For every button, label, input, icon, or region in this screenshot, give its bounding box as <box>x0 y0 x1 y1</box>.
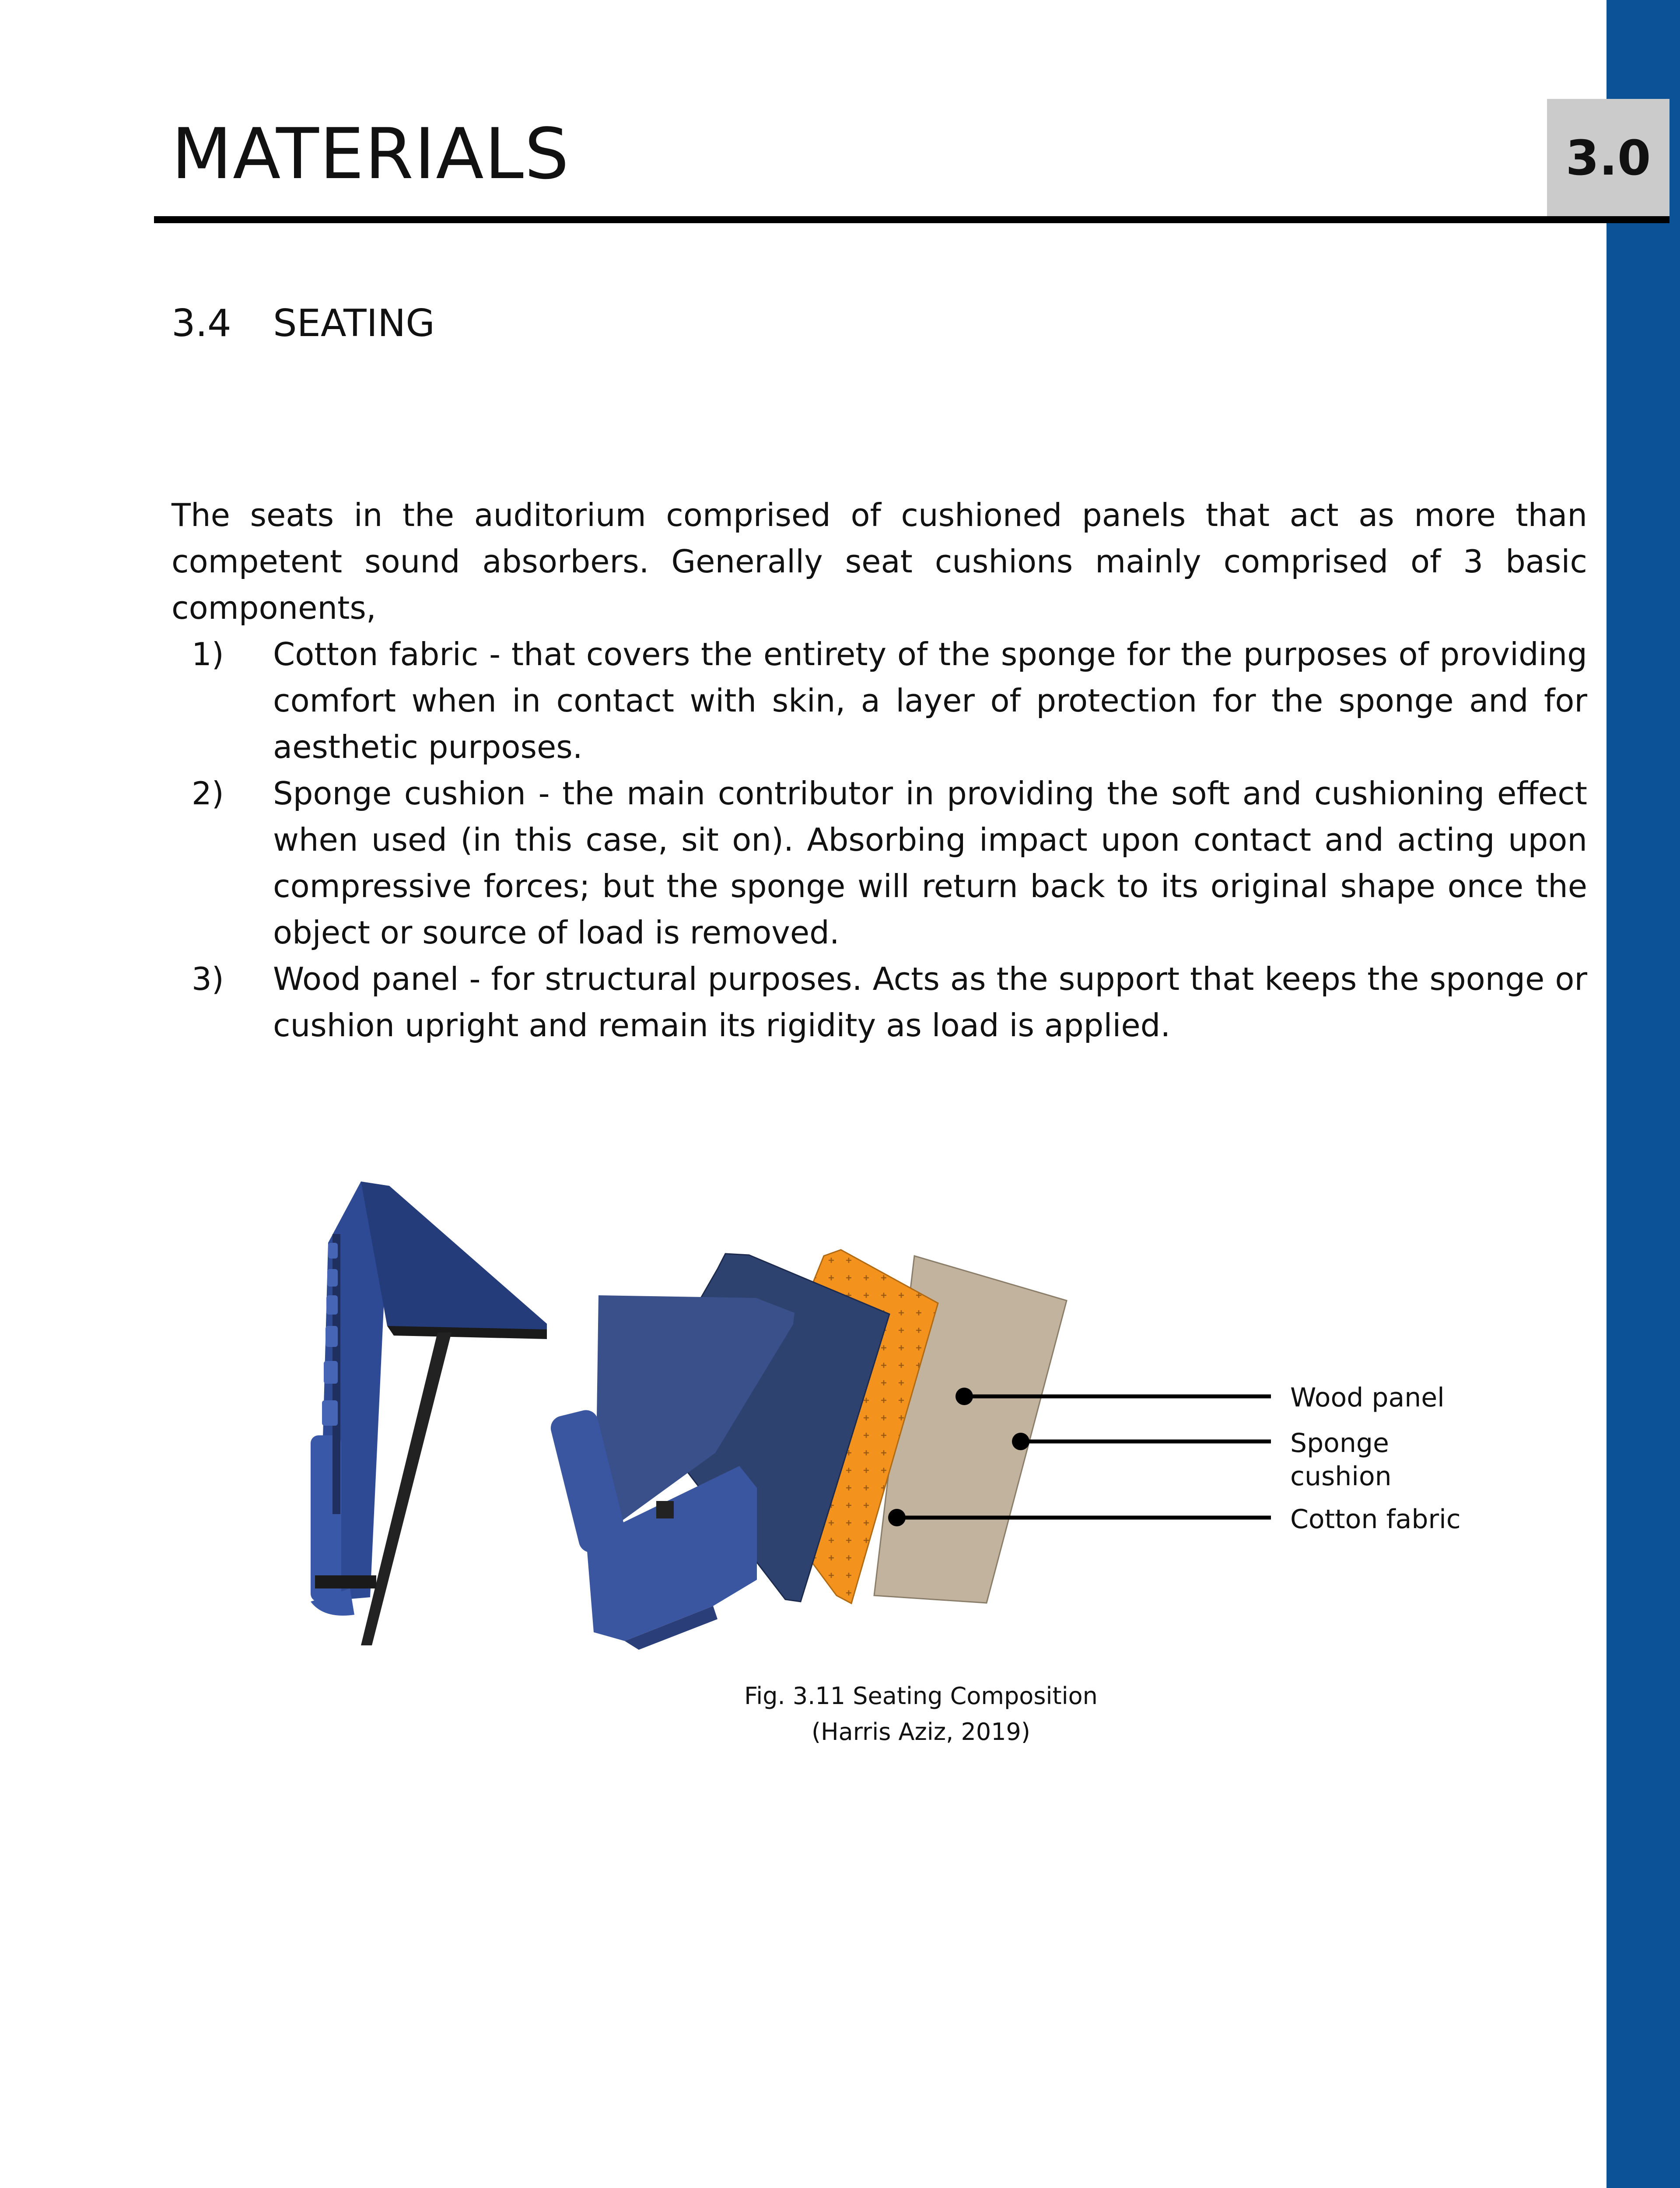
list-item <box>172 956 1587 1048</box>
sponge-label-line2: cushion <box>1290 1461 1392 1492</box>
list-item <box>172 631 1587 770</box>
list-item-text: Wood panel - for structural purposes. Acts as the support that keeps the sponge or cushion upright and remain its rigidity as load is applied. <box>273 961 1587 1044</box>
caption-credit: (Harris Aziz, 2019) <box>812 1718 1030 1746</box>
list-item-text: Sponge cushion - the main contributor in providing the soft and cushioning effect when used (in this case, sit on). Absorbing impact upon contact and acting upon compressive forces; but the sponge will return back to its original shape once the object or source of load is removed. <box>273 775 1587 951</box>
list-marker: 2) <box>192 775 224 812</box>
section-heading <box>172 301 435 346</box>
exploded-seat-illustration <box>548 1250 1067 1650</box>
component-list <box>172 631 1587 1048</box>
title-divider <box>154 216 1670 223</box>
list-item-text: Cotton fabric - that covers the entirety of the sponge for the purposes of providing comfort when in contact with skin, a layer of protection for the sponge and for aesthetic purposes. <box>273 636 1587 765</box>
list-item <box>172 770 1587 956</box>
section-number-badge: 3.0 <box>1547 99 1670 217</box>
wood-panel-label: Wood panel <box>1290 1382 1445 1413</box>
caption-title: Fig. 3.11 Seating Composition <box>744 1682 1098 1710</box>
body-text <box>172 492 1587 1048</box>
section-number: 3.4 <box>172 302 231 345</box>
side-accent-bar <box>1606 0 1680 2188</box>
section-title: SEATING <box>273 302 435 345</box>
intro-paragraph: The seats in the auditorium comprised of cushioned panels that act as more than competent sound absorbers. Generally seat cushions mainly comprised of 3 basic components, <box>172 497 1587 626</box>
sponge-label-line1: Sponge <box>1290 1428 1389 1459</box>
list-marker: 1) <box>192 636 224 673</box>
list-marker: 3) <box>192 961 224 997</box>
page-title: MATERIALS <box>172 113 570 195</box>
figure-caption <box>525 1678 1317 1750</box>
sponge-cushion-label <box>1290 1427 1392 1493</box>
seat-row-illustration <box>311 1182 547 1645</box>
seating-composition-figure <box>262 1164 1488 1654</box>
cotton-fabric-label: Cotton fabric <box>1290 1504 1461 1535</box>
